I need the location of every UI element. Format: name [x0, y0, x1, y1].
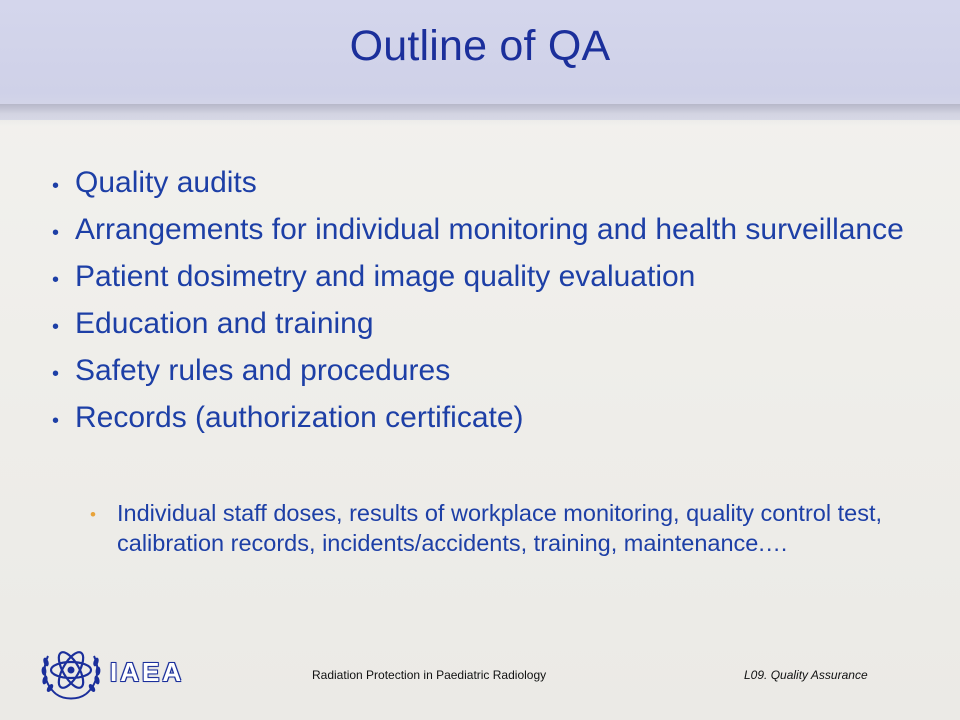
- bullet-item: [48, 164, 928, 201]
- sub-bullet-item: [88, 498, 908, 558]
- bullet-item: [48, 352, 928, 389]
- bullet-text: Safety rules and procedures: [75, 354, 451, 387]
- bullet-dot-icon: •: [52, 316, 60, 338]
- bullet-item: [48, 305, 928, 342]
- sub-bullet-text: Individual staff doses, results of workplace monitoring, quality control test, calibration records, incidents/accidents, training, maintenance.…: [117, 500, 883, 556]
- sub-bullet-dot-icon: •: [90, 505, 96, 524]
- bullet-text: Quality audits: [75, 166, 257, 199]
- bullet-dot-icon: •: [52, 410, 60, 432]
- bullet-item: [48, 258, 928, 295]
- bullet-text: Arrangements for individual monitoring and health surveillance: [75, 213, 904, 246]
- bullet-text: Records (authorization certificate): [75, 401, 524, 434]
- bullet-item: [48, 399, 928, 436]
- bullet-dot-icon: •: [52, 175, 60, 197]
- bullet-list: [48, 164, 928, 446]
- iaea-logo-icon: [36, 636, 106, 706]
- footer-course: Radiation Protection in Paediatric Radiology: [312, 668, 547, 682]
- bullet-text: Education and training: [75, 307, 374, 340]
- bullet-dot-icon: •: [52, 363, 60, 385]
- slide-title: Outline of QA: [349, 22, 611, 70]
- bullet-text: Patient dosimetry and image quality evaluation: [75, 260, 696, 293]
- bullet-dot-icon: •: [52, 269, 60, 291]
- header-shadow: [0, 104, 960, 126]
- sub-bullet-list: [88, 498, 908, 558]
- bullet-item: [48, 211, 928, 248]
- bullet-dot-icon: •: [52, 222, 60, 244]
- footer-lecture: L09. Quality Assurance: [744, 668, 868, 682]
- footer-org: IAEA: [110, 657, 185, 687]
